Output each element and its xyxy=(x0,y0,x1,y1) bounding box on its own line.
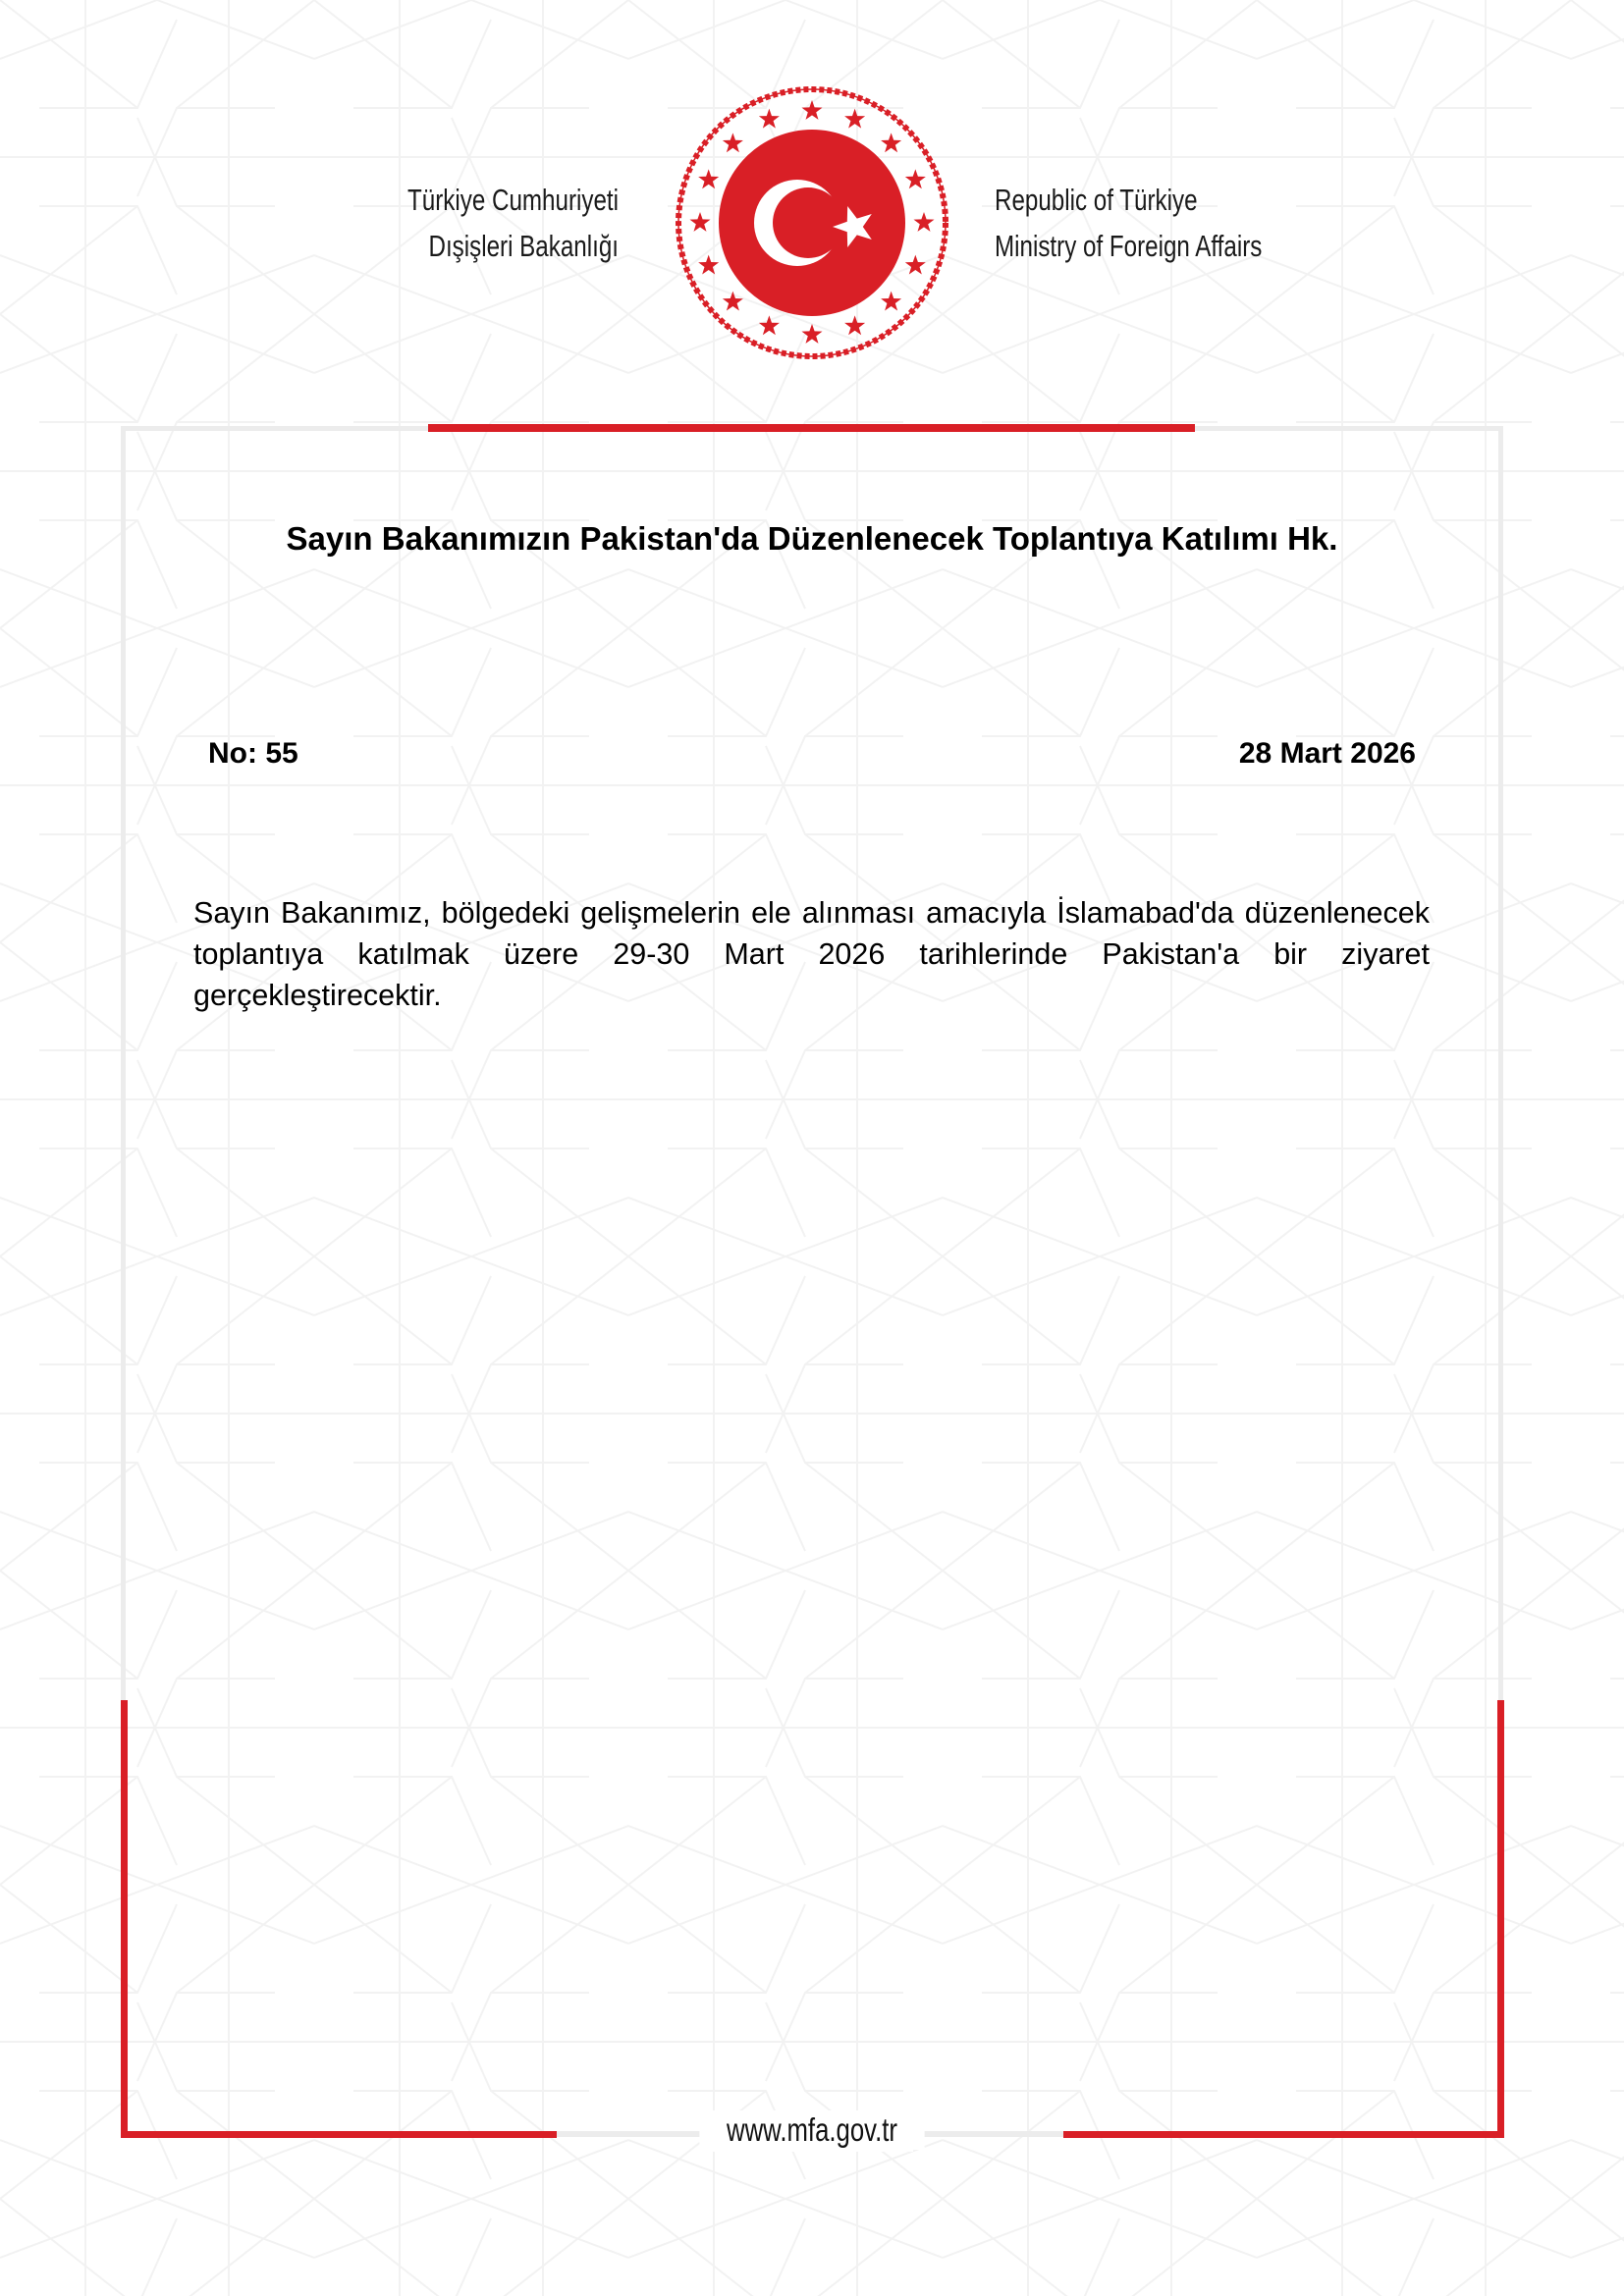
document-number: No: 55 xyxy=(208,737,298,770)
document-date: 28 Mart 2026 xyxy=(1238,737,1416,770)
ministry-emblem-icon xyxy=(673,83,951,362)
frame-left-border xyxy=(121,426,126,1702)
red-accent-bottom-right xyxy=(1063,2131,1504,2138)
red-accent-top xyxy=(428,424,1195,432)
red-accent-bottom-left xyxy=(121,2131,557,2138)
header-ministry-name-turkish xyxy=(366,177,619,269)
header-ministry-name-english xyxy=(995,177,1317,269)
header-right-line2: Ministry of Foreign Affairs xyxy=(995,229,1263,263)
red-accent-right xyxy=(1497,1700,1504,2137)
frame-right-border xyxy=(1498,426,1503,1702)
header-left-line2: Dışişleri Bakanlığı xyxy=(428,229,619,263)
document-meta xyxy=(208,734,1416,774)
document-title: Sayın Bakanımızın Pakistan'da Düzenlenecek Toplantıya Katılımı Hk. xyxy=(286,520,1338,557)
footer-website-link[interactable]: www.mfa.gov.tr xyxy=(699,2110,924,2150)
header-right-line1: Republic of Türkiye xyxy=(995,183,1198,217)
red-accent-left xyxy=(121,1700,128,2137)
header-left-line1: Türkiye Cumhuriyeti xyxy=(407,183,619,217)
document-body: Sayın Bakanımız, bölgedeki gelişmelerin ele alınması amacıyla İslamabad'da düzenlenecek toplantıya katılmak üzere 29-30 Mart 2026 tarihlerinde Pakistan'a bir ziyaret gerçekleştirecektir. xyxy=(193,896,1430,1012)
